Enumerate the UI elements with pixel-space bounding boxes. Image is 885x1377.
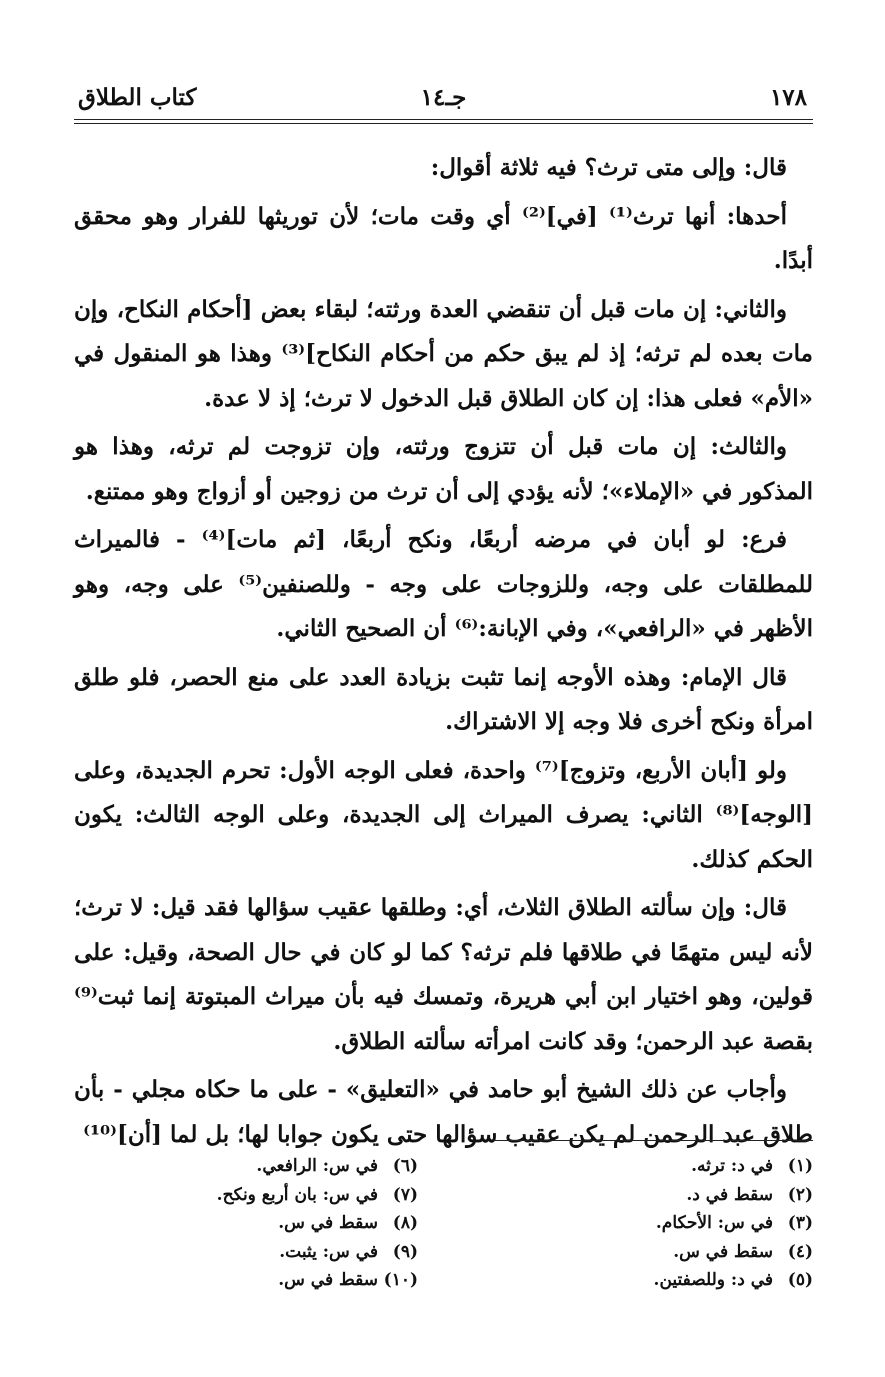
paragraph: قال الإمام: وهذه الأوجه إنما تثبت بزيادة العدد على منع الحصر، فلو طلق امرأة ونكح أخرى فلا وجه إلا الاشتراك. — [74, 663, 813, 735]
footnote-text: في د: ترثه. — [691, 1156, 773, 1176]
paragraph: أحدها: أنها ترث⁽¹⁾ [في]⁽²⁾ أي وقت مات؛ لأن توريثها للفرار وهو محقق أبدًا. — [74, 202, 813, 274]
main-text — [74, 146, 813, 1161]
footnote-number: (١٠) — [383, 1270, 418, 1290]
footnotes-column-left — [63, 1152, 418, 1295]
book-title: كتاب الطلاق — [78, 84, 197, 111]
footnote-text: في س: الرافعي. — [256, 1156, 378, 1176]
paragraph: قال: وإن سألته الطلاق الثلاث، أي: وطلقها عقيب سؤالها فقد قيل: لا ترث؛ لأنه ليس متهمًا في طلاقها فلم ترثه؟ كما لو كان في حال الصحة، وقيل: على قولين، وهو اختيار ابن أبي هريرة، وتمسك فيه بأن ميراث المبتوتة إنما ثبت⁽⁹⁾ بقصة عبد الرحمن؛ وقد كانت امرأته سألته الطلاق. — [74, 894, 813, 1055]
footnote — [63, 1209, 418, 1238]
footnote — [63, 1181, 418, 1210]
footnotes-column-right — [458, 1152, 813, 1295]
footnote — [63, 1238, 418, 1267]
footnote-number: (٤) — [787, 1241, 813, 1262]
paragraph: والثاني: إن مات قبل أن تنقضي العدة ورثته؛ لبقاء بعض [أحكام النكاح، وإن مات بعده لم ترثه؛ إذ لم يبق حكم من أحكام النكاح]⁽³⁾ وهذا هو المنقول في «الأم» فعلى هذا: إن كان الطلاق قبل الدخول لا ترث؛ إذ لا عدة. — [74, 295, 813, 412]
footnote — [458, 1238, 813, 1267]
page-number: ١٧٨ — [769, 84, 807, 111]
footnote-number: (٣) — [787, 1213, 813, 1233]
footnote-number: (٢) — [787, 1184, 813, 1205]
header-rule — [74, 119, 813, 120]
footnote-text: في د: وللصفتين. — [653, 1270, 773, 1290]
paragraph: وأجاب عن ذلك الشيخ أبو حامد في «التعليق» - على ما حكاه مجلي - بأن طلاق عبد الرحمن لم يكن عقيب سؤالها حتى يكون جوابا لها؛ بل لما [أن]⁽¹⁰⁾ — [74, 1076, 813, 1148]
footnote-text: سقط في س. — [278, 1213, 378, 1233]
volume-label: جـ١٤ — [420, 84, 467, 111]
footnote-number: (٨) — [392, 1213, 418, 1233]
footnote-number: (٦) — [392, 1156, 418, 1176]
footnote — [458, 1266, 813, 1295]
paragraph: ولو [أبان الأربع، وتزوج]⁽⁷⁾ واحدة، فعلى الوجه الأول: تحرم الجديدة، وعلى [الوجه]⁽⁸⁾ الثاني: يصرف الميراث إلى الجديدة، وعلى الوجه الثالث: يكون الحكم كذلك. — [74, 756, 813, 873]
paragraph: والثالث: إن مات قبل أن تتزوج ورثته، وإن تزوجت لم ترثه، وهذا هو المذكور في «الإملاء»؛ لأنه يؤدي إلى أن ترث من زوجين أو أزواج وهو ممتنع. — [74, 433, 813, 505]
footnote — [63, 1266, 418, 1295]
footnote-number: (٧) — [392, 1184, 418, 1205]
footnote-text: في س: بان أربع ونكح. — [216, 1184, 378, 1205]
header-rule-thin — [74, 123, 813, 124]
footnote — [458, 1181, 813, 1210]
footnote-text: في س: يثبت. — [279, 1241, 378, 1262]
footnote-text: سقط في س. — [673, 1241, 773, 1262]
footnote-number: (٥) — [787, 1270, 813, 1290]
paragraph: قال: وإلى متى ترث؟ فيه ثلاثة أقوال: — [430, 154, 787, 181]
footnote-rule — [493, 1140, 813, 1141]
footnote — [458, 1152, 813, 1181]
paragraph: فرع: لو أبان في مرضه أربعًا، ونكح أربعًا، [ثم مات]⁽⁴⁾ - فالميراث للمطلقات على وجه، وللزوجات على وجه - وللصنفين⁽⁵⁾ على وجه، وهو الأظهر في «الرافعي»، وفي الإبانة:⁽⁶⁾ أن الصحيح الثاني. — [74, 526, 814, 642]
footnote-number: (٩) — [392, 1241, 418, 1262]
footnote-number: (١) — [787, 1156, 813, 1176]
footnote-text: في س: الأحكام. — [655, 1213, 773, 1233]
footnote-text: سقط في س. — [278, 1270, 378, 1290]
footnote — [458, 1209, 813, 1238]
footnote — [63, 1152, 418, 1181]
footnote-text: سقط في د. — [686, 1184, 773, 1205]
running-header — [74, 84, 813, 116]
